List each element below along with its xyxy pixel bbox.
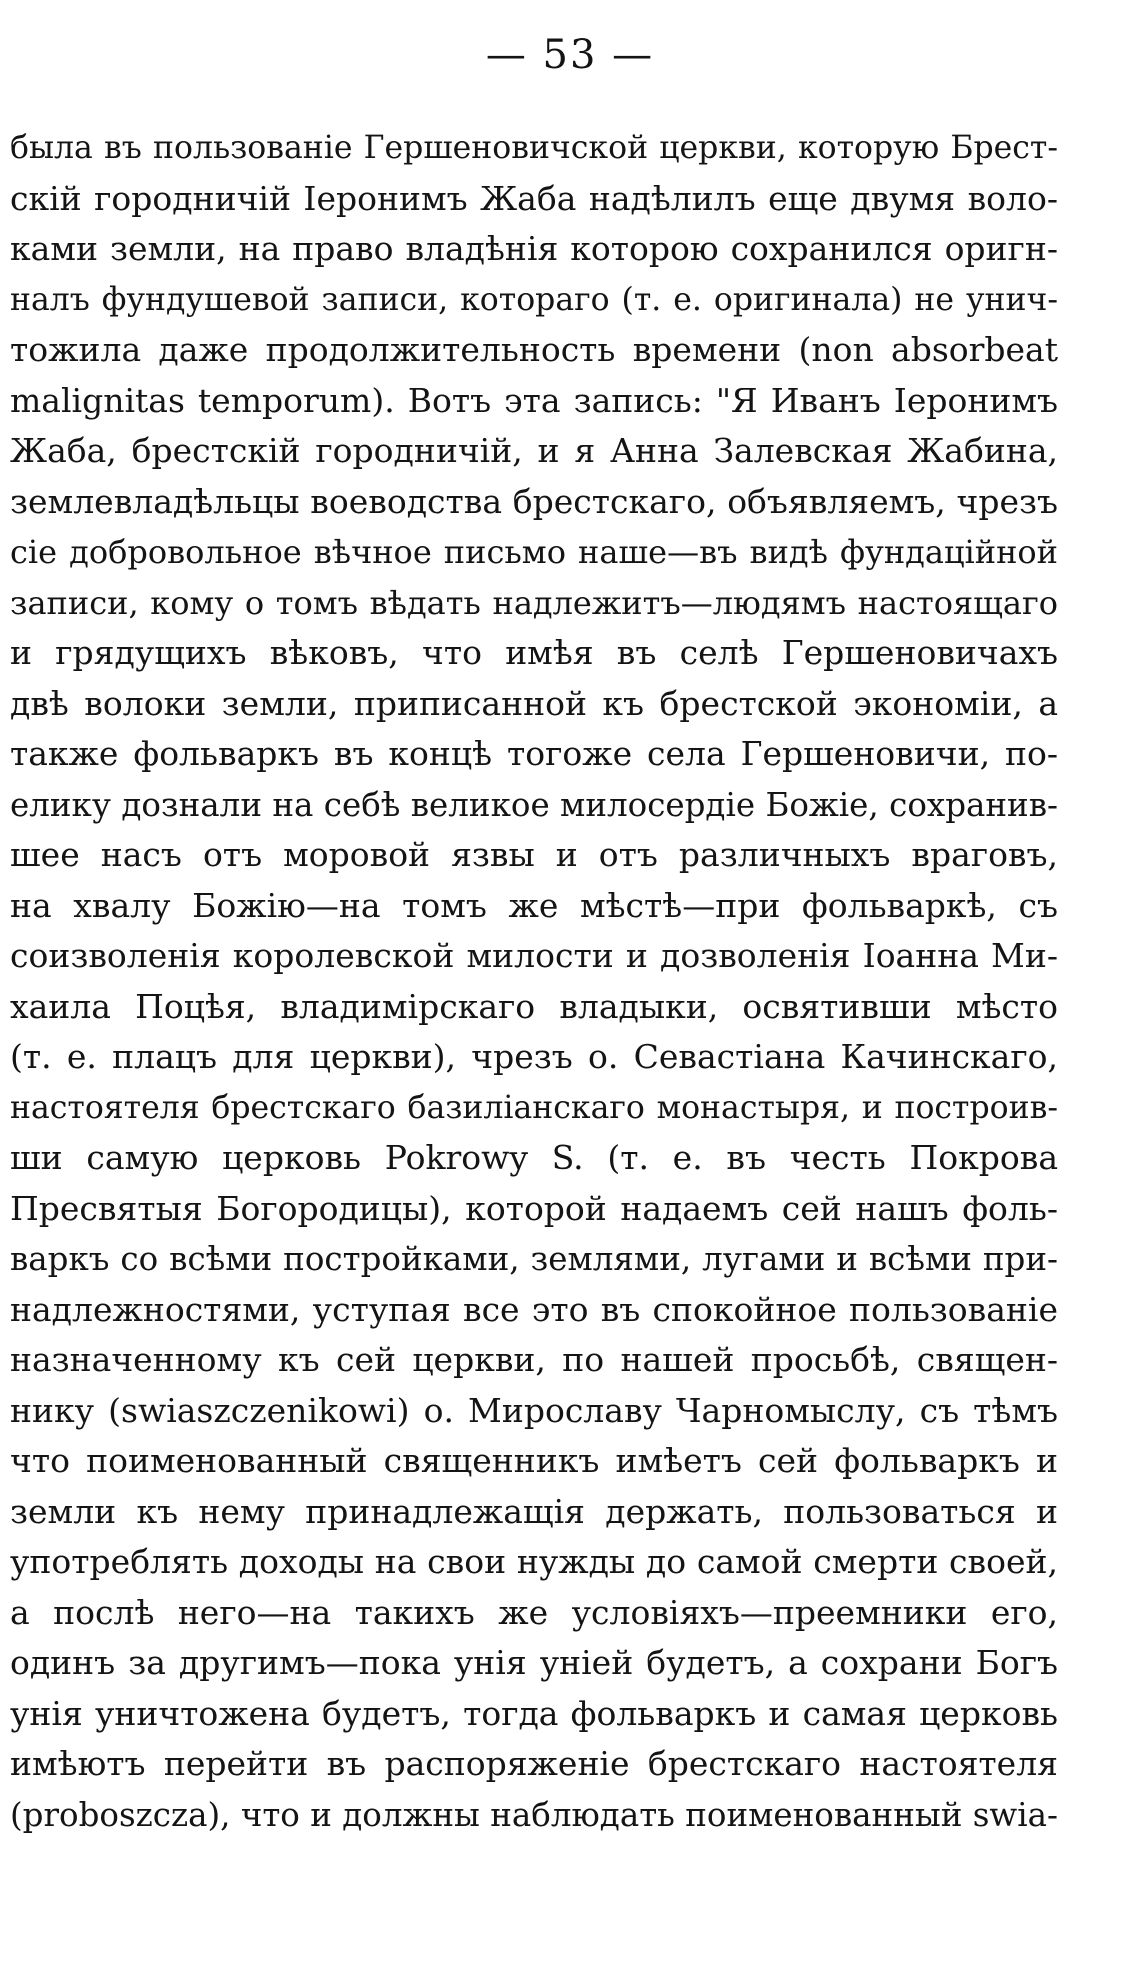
text-line: унія уничтожена будетъ, тогда фольваркъ и самая церковь bbox=[10, 1693, 1058, 1733]
text-line: одинъ за другимъ—пока унія уніей будетъ, а сохрани Богъ bbox=[10, 1643, 1058, 1682]
text-line: записи, кому о томъ вѣдать надлежитъ—людямъ настоящаго bbox=[10, 583, 1058, 622]
text-line: двѣ волоки земли, приписанной къ брестской экономіи, а bbox=[10, 683, 1058, 723]
text-line: настоятеля брестскаго базиліанскаго монастыря, и построив- bbox=[10, 1089, 1058, 1126]
text-line: тожила даже продолжительность времени (non absorbeat bbox=[10, 330, 1058, 369]
body-text bbox=[10, 123, 1058, 1840]
text-line: соизволенія королевской милости и дозволенія Іоанна Ми- bbox=[10, 936, 1058, 975]
text-line: шее насъ отъ моровой язвы и отъ различныхъ враговъ, bbox=[10, 835, 1058, 874]
text-line: Пресвятыя Богородицы), которой надаемъ сей нашъ фоль- bbox=[10, 1188, 1058, 1228]
text-line: ши самую церковь Pokrowy S. (т. е. въ честь Покрова bbox=[10, 1138, 1058, 1177]
text-line: на хвалу Божію—на томъ же мѣстѣ—при фольваркѣ, съ bbox=[10, 885, 1058, 925]
text-line: и грядущихъ вѣковъ, что имѣя въ селѣ Гершеновичахъ bbox=[10, 633, 1058, 672]
text-line: (proboszcza), что и должны наблюдать поименованный swia- bbox=[10, 1795, 1058, 1834]
text-line: употреблять доходы на свои нужды до самой смерти своей, bbox=[10, 1542, 1058, 1581]
text-line: елику дознали на себѣ великое милосердіе Божіе, сохранив- bbox=[10, 785, 1058, 824]
text-line: а послѣ него—на такихъ же условіяхъ—преемники его, bbox=[10, 1592, 1058, 1632]
text-line: ками земли, на право владѣнія которою сохранился оригн- bbox=[10, 229, 1058, 268]
text-line: Жаба, брестскій городничій, и я Анна Залевская Жабина, bbox=[10, 431, 1058, 470]
text-line: скій городничій Іеронимъ Жаба надѣлилъ еще двумя воло- bbox=[10, 178, 1058, 218]
text-line: назначенному къ сей церкви, по нашей просьбѣ, священ- bbox=[10, 1340, 1058, 1379]
text-line: что поименованный священникъ имѣетъ сей фольваркъ и bbox=[10, 1441, 1058, 1480]
text-line: сіе добровольное вѣчное письмо наше—въ видѣ фундаційной bbox=[10, 533, 1058, 571]
text-line: земли къ нему принадлежащія держать, пользоваться и bbox=[10, 1491, 1058, 1531]
page-number: — 53 — bbox=[485, 32, 655, 78]
text-line: также фольваркъ въ концѣ тогоже села Гершеновичи, по- bbox=[10, 734, 1058, 773]
text-line: нику (swiaszczenikowi) о. Мирославу Чарномыслу, съ тѣмъ bbox=[10, 1390, 1058, 1430]
text-line: была въ пользованіе Гершеновичской церкви, которую Брест- bbox=[10, 130, 1058, 166]
text-line: (т. е. плацъ для церкви), чрезъ о. Севастіана Качинскаго, bbox=[10, 1037, 1058, 1076]
text-line: варкъ со всѣми постройками, землями, лугами и всѣми при- bbox=[10, 1240, 1058, 1278]
text-line: хаила Поцѣя, владимірскаго владыки, освятивши мѣсто bbox=[10, 986, 1058, 1026]
text-line: имѣютъ перейти въ распоряженіе брестскаго настоятеля bbox=[10, 1744, 1058, 1783]
text-line: землевладѣльцы воеводства брестскаго, объявляемъ, чрезъ bbox=[10, 481, 1058, 521]
text-line: malignitas temporum). Вотъ эта запись: "Я Иванъ Іеронимъ bbox=[10, 380, 1058, 420]
text-line: надлежностями, уступая все это въ спокойное пользованіе bbox=[10, 1289, 1058, 1329]
text-line: налъ фундушевой записи, котораго (т. е. оригинала) не унич- bbox=[10, 281, 1058, 318]
